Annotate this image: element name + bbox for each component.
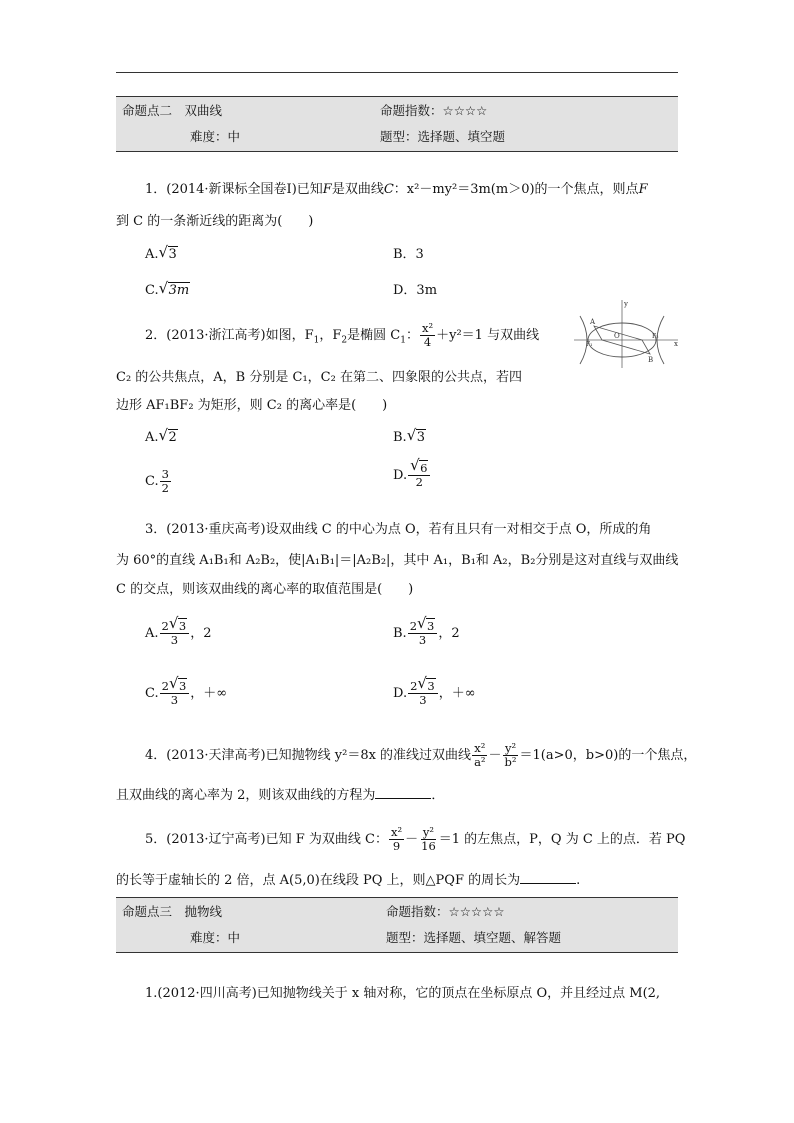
q2-line2: C₂ 的公共焦点，A，B 分别是 C₁，C₂ 在第二、四象限的公共点，若四 (116, 370, 522, 385)
q1-line2: 到 C 的一条渐近线的距离为( ) (116, 214, 314, 229)
svg-text:O: O (614, 332, 620, 340)
q2-line1: 2．(2013·浙江高考)如图，$F_1$，$F_2$是椭圆 $C_1$： $\frac{\text{x²}}{4}$ ＋y²＝1 与双曲线 (145, 321, 540, 349)
ellipse-hyperbola-figure (572, 298, 680, 370)
fraction: √ 6 2 (408, 462, 430, 489)
q3-option-c: C. 2 √ 3 3 ，＋∞ (145, 674, 228, 707)
svg-text:x: x (674, 340, 678, 348)
q2-option-c: C. $\frac{3}{2}$ (145, 467, 169, 495)
fraction: $\frac{\text{x²}}{\text{a²}}$ (474, 741, 486, 769)
q3-line1: 3．(2013·重庆高考)设双曲线 C 的中心为点 O，若有且只有一对相交于点 O，所成的角 (145, 522, 652, 537)
q1-option-a: A. √ 3 (145, 243, 177, 262)
svg-text:F₂: F₂ (652, 333, 659, 340)
svg-text:y: y (624, 300, 628, 308)
q3-line2: 为 60°的直线 A₁B₁和 A₂B₂，使|A₁B₁|＝|A₂B₂|，其中 A₁，B₁和 A₂，B₂分别是这对直线与双曲线 (116, 553, 679, 568)
q2-option-a: A. √ 2 (145, 426, 177, 445)
section-type: 题型：选择题、填空题 (380, 129, 506, 144)
section-type: 题型：选择题、填空题、解答题 (386, 930, 562, 945)
sqrt-symbol: √ 3 (406, 426, 425, 445)
section-index: 命题指数：☆☆☆☆ (380, 103, 488, 118)
q5-line1: 5．(2013·辽宁高考)已知 F 为双曲线 C： $\frac{\text{x²}}{9}$ － $\frac{\text{y²}}{16}$ ＝1 的左焦点，P，Q 为 C 上的点．若 PQ (145, 825, 686, 853)
svg-text:F₁: F₁ (586, 341, 593, 348)
q4-line1: 4．(2013·天津高考)已知抛物线 y²＝8x 的准线过双曲线 $\frac{\text{x²}}{\text{a²}}$ － $\frac{\text{y²}}{\text{b²}}$ ＝1(a>0，b>0)的一个焦点， (145, 741, 697, 769)
section-difficulty: 难度：中 (190, 930, 241, 945)
q4-line2: 且双曲线的离心率为 2，则该双曲线的方程为 ． (116, 788, 445, 803)
answer-blank[interactable] (375, 788, 431, 799)
answer-blank[interactable] (520, 873, 576, 884)
q2-line3: 边形 AF₁BF₂ 为矩形，则 C₂ 的离心率是( ) (116, 398, 388, 413)
fraction: 2 √ 3 3 (408, 620, 438, 647)
q1-line1: 1．(2014·新课标全国卷Ⅰ)已知F是双曲线C：x²－my²＝3m(m＞0)的一个焦点，则点F (145, 182, 648, 197)
q2-option-b: B. √ 3 (393, 426, 425, 445)
fraction: $\frac{\text{y²}}{\text{b²}}$ (504, 741, 517, 769)
fraction: 2 √ 3 3 (408, 680, 438, 707)
q5-line2: 的长等于虚轴长的 2 倍，点 A(5,0)在线段 PQ 上，则△PQF 的周长为 . (116, 873, 581, 888)
q6-line1: 1.(2012·四川高考)已知抛物线关于 x 轴对称，它的顶点在坐标原点 O，并且经过点 M(2, (145, 986, 661, 1001)
fraction: $\frac{\text{y²}}{16}$ (421, 825, 436, 853)
q2-option-d: D. √ 6 2 (393, 462, 431, 489)
sqrt-symbol: √ 2 (158, 426, 177, 445)
section-difficulty: 难度：中 (190, 129, 241, 144)
section-title: 命题点二 双曲线 (122, 103, 223, 118)
sqrt-symbol: √ 3m (158, 279, 190, 298)
section-header-hyperbola (116, 96, 678, 152)
q3-option-b: B. 2 √ 3 3 ，2 (393, 614, 460, 647)
q1-option-b: B．3 (393, 247, 424, 262)
top-rule (116, 72, 678, 73)
fraction: 2 √ 3 3 (160, 620, 190, 647)
svg-text:A: A (590, 318, 596, 326)
fraction: $\frac{\text{x²}}{9}$ (391, 825, 403, 853)
section-index: 命题指数：☆☆☆☆☆ (386, 904, 505, 919)
q3-option-d: D. 2 √ 3 3 ，＋∞ (393, 674, 476, 707)
q3-option-a: A. 2 √ 3 3 ，2 (145, 614, 212, 647)
q1-option-c: C. √ 3m (145, 279, 190, 298)
q3-line3: C 的交点，则该双曲线的离心率的取值范围是( ) (116, 582, 414, 597)
section-title: 命题点三 抛物线 (122, 904, 223, 919)
section-header-parabola (116, 897, 678, 953)
sqrt-symbol: √ 3 (158, 243, 177, 262)
fraction: $\frac{\text{x²}}{4}$ (422, 321, 434, 349)
svg-text:B: B (648, 356, 654, 364)
fraction: $\frac{3}{2}$ (161, 467, 169, 495)
fraction: 2 √ 3 3 (160, 680, 190, 707)
q1-option-d: D．3m (393, 283, 438, 298)
